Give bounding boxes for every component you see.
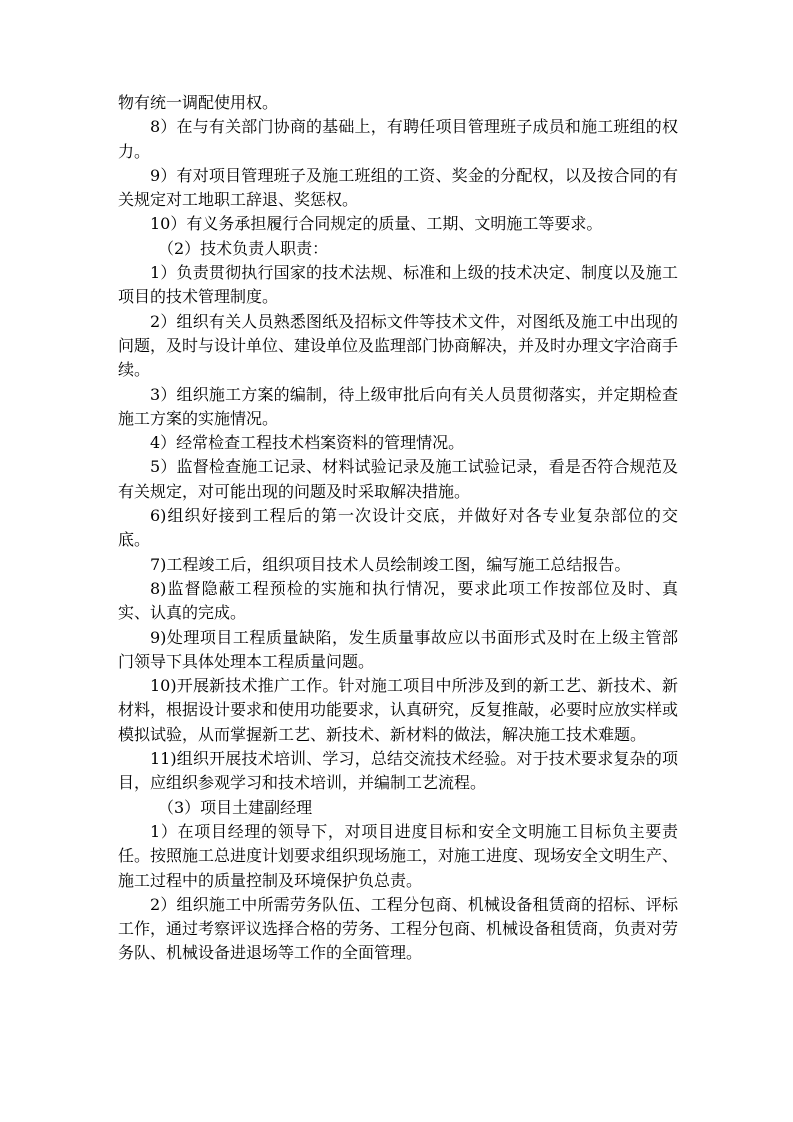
section-heading: （3）项目土建副经理 (158, 797, 313, 817)
paragraph-item: 7)工程竣工后，组织项目技术人员绘制竣工图，编写施工总结报告。 (150, 554, 631, 574)
section-heading: （2）技术负责人职责： (158, 238, 329, 258)
paragraph-item: 9）有对项目管理班子及施工班组的工资、奖金的分配权，以及按合同的有关规定对工地职工辞退、奖惩权。 (118, 165, 678, 210)
paragraph-item: 5）监督检查施工记录、材料试验记录及施工试验记录，看是否符合规范及有关规定，对可能出现的问题及时采取解决措施。 (118, 457, 678, 501)
paragraph-continuation: 物有统一调配使用权。 (118, 93, 279, 112)
paragraph-item: 10）有义务承担履行合同规定的质量、工期、文明施工等要求。 (150, 214, 603, 234)
paragraph-item: 2）组织有关人员熟悉图纸及招标文件等技术文件，对图纸及施工中出现的问题，及时与设计单位、建设单位及监理部门协商解决，并及时办理文字洽商手续。 (118, 311, 679, 380)
paragraph-item: 4）经常检查工程技术档案资料的管理情况。 (150, 433, 465, 453)
paragraph-item: 9)处理项目工程质量缺陷，发生质量事故应以书面形式及时在上级主管部门领导下具体处理本工程质量问题。 (118, 627, 678, 671)
paragraph-item: 8）在与有关部门协商的基础上，有聘任项目管理班子成员和施工班组的权力。 (118, 117, 678, 161)
paragraph-item: 6)组织好接到工程后的第一次设计交底，并做好对各专业复杂部位的交底。 (118, 506, 678, 550)
paragraph-item: 2）组织施工中所需劳务队伍、工程分包商、机械设备租赁商的招标、评标工作，通过考察评议选择合格的劳务、工程分包商、机械设备租赁商，负责对劳务队、机械设备进退场等工作的全面管理。 (118, 894, 679, 963)
paragraph-item: 11)组织开展技术培训、学习，总结交流技术经验。对于技术要求复杂的项目，应组织参观学习和技术培训，并编制工艺流程。 (118, 749, 678, 793)
paragraph-item: 10)开展新技术推广工作。针对施工项目中所涉及到的新工艺、新技术、新材料，根据设计要求和使用功能要求，认真研究，反复推敲，必要时应放实样或模拟试验，从而掌握新工艺、新技术、新材料的做法，解决施工技术难题。 (118, 676, 679, 744)
paragraph-item: 1）在项目经理的领导下，对项目进度目标和安全文明施工目标负主要责任。按照施工总进度计划要求组织现场施工，对施工进度、现场安全文明生产、施工过程中的质量控制及环境保护负总责。 (118, 821, 679, 890)
paragraph-item: 8)监督隐蔽工程预检的实施和执行情况，要求此项工作按部位及时、真实、认真的完成。 (118, 578, 678, 623)
paragraph-item: 3）组织施工方案的编制，待上级审批后向有关人员贯彻落实，并定期检查施工方案的实施情况。 (118, 384, 678, 428)
paragraph-item: 1）负责贯彻执行国家的技术法规、标准和上级的技术决定、制度以及施工项目的技术管理制度。 (118, 263, 678, 307)
document-body (118, 91, 678, 966)
